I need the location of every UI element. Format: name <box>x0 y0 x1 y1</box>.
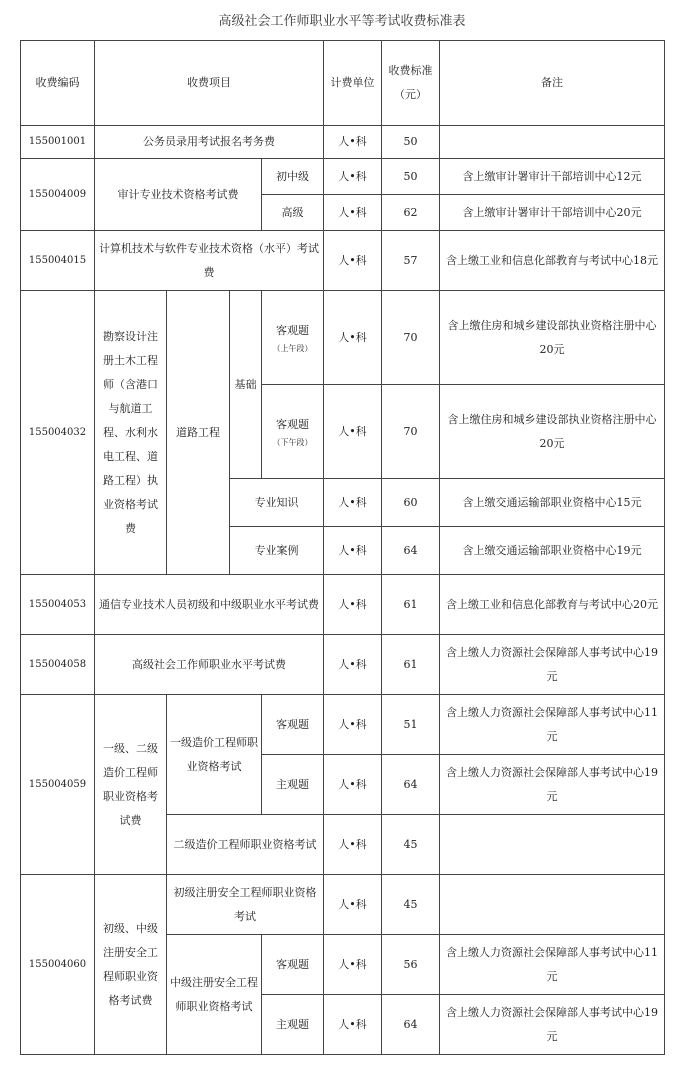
fee-sub: 客观题 <box>262 935 324 995</box>
fee-amount: 70 <box>382 291 440 385</box>
fee-amount: 56 <box>382 935 440 995</box>
fee-amount: 45 <box>382 875 440 935</box>
table-row <box>21 291 665 385</box>
fee-note: 含上缴交通运输部职业资格中心15元 <box>440 479 665 527</box>
fee-amount: 60 <box>382 479 440 527</box>
fee-sub <box>262 385 324 479</box>
table-row <box>21 695 665 755</box>
fee-basic: 基础 <box>230 291 262 479</box>
fee-unit: 人•科 <box>324 385 382 479</box>
header-note: 备注 <box>440 41 665 126</box>
fee-group: 一级造价工程师职业资格考试 <box>167 695 262 815</box>
fee-unit: 人•科 <box>324 479 382 527</box>
fee-sub: 客观题 <box>262 695 324 755</box>
fee-unit: 人•科 <box>324 815 382 875</box>
fee-major: 道路工程 <box>167 291 230 575</box>
fee-code: 155004058 <box>21 635 95 695</box>
table-row <box>21 159 665 195</box>
fee-note: 含上缴人力资源社会保障部人事考试中心19元 <box>440 755 665 815</box>
header-code: 收费编码 <box>21 41 95 126</box>
fee-table <box>20 40 665 1055</box>
table-row <box>21 231 665 291</box>
fee-sub-label: 客观题 <box>276 417 309 431</box>
fee-unit: 人•科 <box>324 875 382 935</box>
fee-note <box>440 875 665 935</box>
fee-unit: 人•科 <box>324 291 382 385</box>
fee-group: 中级注册安全工程师职业资格考试 <box>167 935 262 1055</box>
fee-amount: 51 <box>382 695 440 755</box>
fee-item: 一级、二级造价工程师职业资格考试费 <box>95 695 167 875</box>
fee-note: 含上缴人力资源社会保障部人事考试中心19元 <box>440 635 665 695</box>
fee-code: 155004060 <box>21 875 95 1055</box>
fee-note: 含上缴住房和城乡建设部执业资格注册中心20元 <box>440 385 665 479</box>
fee-unit: 人•科 <box>324 231 382 291</box>
fee-note: 含上缴住房和城乡建设部执业资格注册中心20元 <box>440 291 665 385</box>
fee-sub: 主观题 <box>262 755 324 815</box>
fee-amount: 50 <box>382 159 440 195</box>
fee-unit: 人•科 <box>324 935 382 995</box>
fee-unit: 人•科 <box>324 527 382 575</box>
fee-amount: 45 <box>382 815 440 875</box>
fee-note: 含上缴工业和信息化部教育与考试中心20元 <box>440 575 665 635</box>
fee-item: 通信专业技术人员初级和中级职业水平考试费 <box>95 575 324 635</box>
fee-unit: 人•科 <box>324 635 382 695</box>
fee-amount: 64 <box>382 995 440 1055</box>
fee-note <box>440 126 665 159</box>
fee-item: 初级、中级注册安全工程师职业资格考试费 <box>95 875 167 1055</box>
fee-amount: 62 <box>382 195 440 231</box>
fee-sub: 二级造价工程师职业资格考试 <box>167 815 324 875</box>
fee-unit: 人•科 <box>324 159 382 195</box>
fee-item: 勘察设计注册土木工程师（含港口与航道工程、水利水电工程、道路工程）执业资格考试费 <box>95 291 167 575</box>
fee-note: 含上缴工业和信息化部教育与考试中心18元 <box>440 231 665 291</box>
fee-amount: 57 <box>382 231 440 291</box>
fee-unit: 人•科 <box>324 575 382 635</box>
header-item: 收费项目 <box>95 41 324 126</box>
header-row <box>21 41 665 126</box>
fee-note: 含上缴人力资源社会保障部人事考试中心11元 <box>440 935 665 995</box>
fee-sub <box>262 291 324 385</box>
fee-item: 高级社会工作师职业水平考试费 <box>95 635 324 695</box>
fee-note: 含上缴审计署审计干部培训中心20元 <box>440 195 665 231</box>
fee-note: 含上缴人力资源社会保障部人事考试中心11元 <box>440 695 665 755</box>
fee-unit: 人•科 <box>324 755 382 815</box>
fee-code: 155004059 <box>21 695 95 875</box>
fee-amount: 70 <box>382 385 440 479</box>
header-fee: 收费标准（元） <box>382 41 440 126</box>
fee-level: 高级 <box>262 195 324 231</box>
fee-sub: 专业知识 <box>230 479 324 527</box>
fee-item: 计算机技术与软件专业技术资格（水平）考试费 <box>95 231 324 291</box>
fee-sub-period: （上午段） <box>272 343 313 353</box>
fee-item: 公务员录用考试报名考务费 <box>95 126 324 159</box>
fee-code: 155004009 <box>21 159 95 231</box>
table-row <box>21 126 665 159</box>
fee-amount: 61 <box>382 575 440 635</box>
fee-unit: 人•科 <box>324 126 382 159</box>
fee-note: 含上缴审计署审计干部培训中心12元 <box>440 159 665 195</box>
fee-unit: 人•科 <box>324 995 382 1055</box>
fee-amount: 61 <box>382 635 440 695</box>
fee-unit: 人•科 <box>324 195 382 231</box>
fee-code: 155004032 <box>21 291 95 575</box>
fee-sub: 专业案例 <box>230 527 324 575</box>
fee-item: 审计专业技术资格考试费 <box>95 159 262 231</box>
fee-code: 155004053 <box>21 575 95 635</box>
fee-sub: 初级注册安全工程师职业资格考试 <box>167 875 324 935</box>
page-title: 高级社会工作师职业水平等考试收费标准表 <box>218 14 466 29</box>
fee-level: 初中级 <box>262 159 324 195</box>
fee-code: 155001001 <box>21 126 95 159</box>
table-row <box>21 875 665 935</box>
table-row <box>21 635 665 695</box>
fee-note: 含上缴交通运输部职业资格中心19元 <box>440 527 665 575</box>
fee-amount: 50 <box>382 126 440 159</box>
fee-note <box>440 815 665 875</box>
table-row <box>21 575 665 635</box>
fee-sub-period: （下午段） <box>272 437 313 447</box>
fee-amount: 64 <box>382 755 440 815</box>
fee-amount: 64 <box>382 527 440 575</box>
fee-sub-label: 客观题 <box>276 323 309 337</box>
header-unit: 计费单位 <box>324 41 382 126</box>
fee-code: 155004015 <box>21 231 95 291</box>
fee-note: 含上缴人力资源社会保障部人事考试中心19元 <box>440 995 665 1055</box>
fee-unit: 人•科 <box>324 695 382 755</box>
fee-sub: 主观题 <box>262 995 324 1055</box>
